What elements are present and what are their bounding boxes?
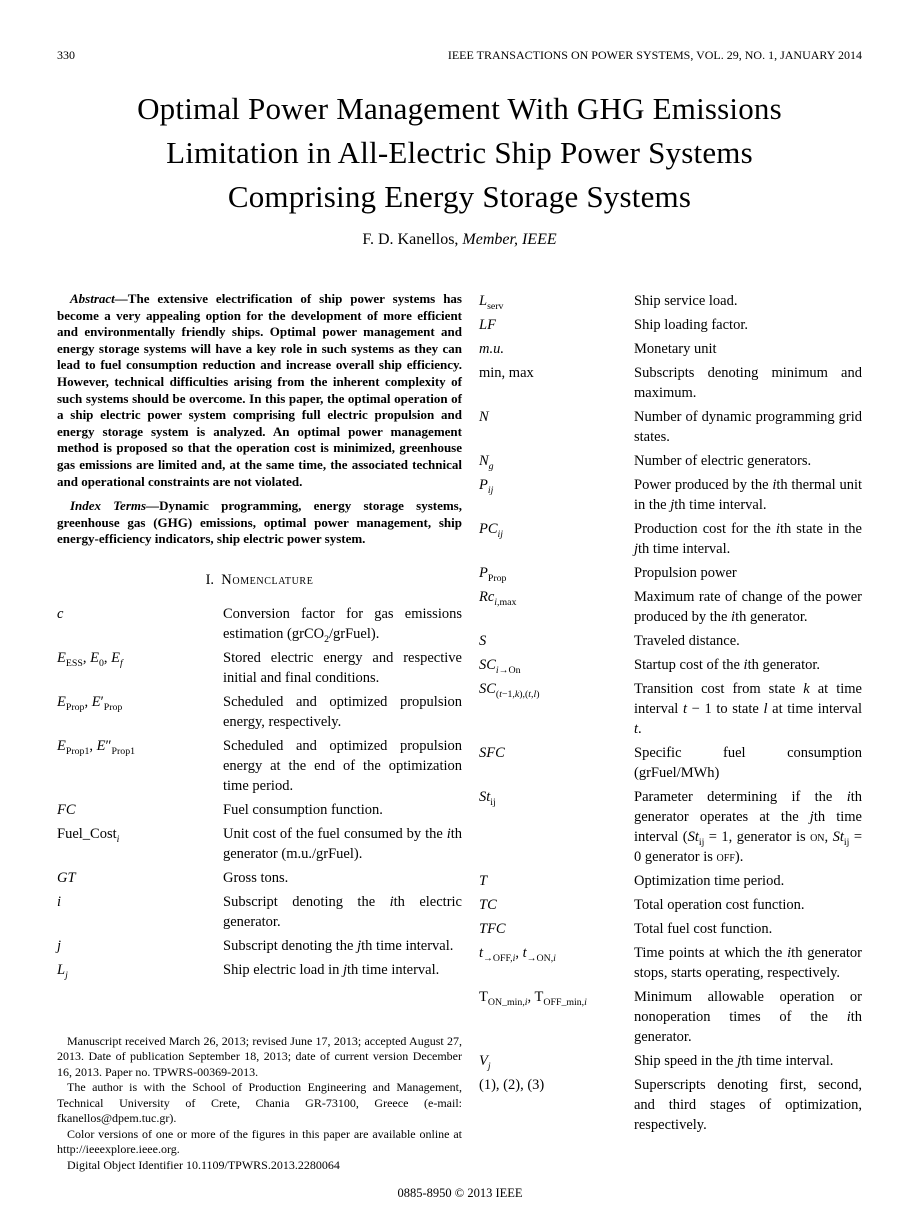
paper-title-line-3: Comprising Energy Storage Systems	[227, 179, 692, 214]
nomenclature-entry	[479, 1075, 862, 1135]
nomenclature-entry	[57, 736, 462, 796]
nomenclature-definition: Ship service load.	[634, 293, 738, 309]
nomenclature-term: $St_{ij}$	[479, 789, 496, 808]
journal-title: IEEE TRANSACTIONS ON POWER SYSTEMS, VOL. 29, NO. 1, JANUARY 2014	[447, 48, 862, 62]
nomenclature-definition: Traveled distance.	[634, 633, 740, 649]
nomenclature-entry	[479, 451, 862, 471]
nomenclature-term: $L_j$	[57, 961, 68, 981]
author-line	[57, 231, 862, 249]
nomenclature-definition: Subscript denoting the jth time interval.	[223, 937, 454, 954]
nomenclature-term: (1), (2), (3)	[479, 1077, 545, 1093]
nomenclature-definition: Ship speed in the jth time interval.	[634, 1053, 834, 1069]
nomenclature-term: $V_j$	[479, 1053, 491, 1072]
nomenclature-term: j	[57, 937, 62, 954]
two-column-body	[57, 291, 862, 1177]
paper-title-line-1: Optimal Power Management With GHG Emissions	[137, 91, 782, 126]
nomenclature-term: m.u.	[479, 341, 504, 357]
nomenclature-term: LF	[479, 317, 496, 333]
nomenclature-definition: Maximum rate of change of the power produced by the ith generator.	[634, 589, 862, 625]
footnote-paragraph: The author is with the School of Production Engineering and Management, Technical University of Crete, Chania GR-73100, Greece (e-mail: fkanellos@dpem.tuc.gr).	[57, 1080, 462, 1125]
nomenclature-entry	[57, 692, 462, 732]
nomenclature-definition: Number of electric generators.	[634, 453, 812, 469]
nomenclature-definition: Number of dynamic programming grid states.	[634, 409, 862, 445]
nomenclature-definition: Ship electric load in jth time interval.	[223, 961, 440, 978]
paper-title	[57, 87, 862, 219]
nomenclature-term: FC	[57, 801, 76, 818]
nomenclature-entry	[479, 871, 862, 891]
abstract-label: Abstract—	[70, 291, 128, 306]
nomenclature-entry	[479, 987, 862, 1047]
nomenclature-definition: Parameter determining if the ith generator operates at the jth time interval ($St_{ij} = 1$, generator is on, $St_{ij} = 0$ generator is off).	[634, 789, 863, 865]
nomenclature-entry	[479, 1051, 862, 1071]
nomenclature-definition: Subscripts denoting minimum and maximum.	[634, 365, 862, 401]
nomenclature-entry	[57, 824, 462, 864]
nomenclature-definition: Scheduled and optimized propulsion energy at the end of the optimization time period.	[223, 737, 462, 794]
nomenclature-term: $E_{Prop}$, $E'_{Prop}$	[57, 693, 123, 713]
nomenclature-definition: Gross tons.	[223, 869, 289, 886]
nomenclature-definition: Subscript denoting the ith electric generator.	[223, 893, 462, 930]
nomenclature-term: $PC_{ij}$	[479, 521, 504, 540]
nomenclature-term: min, max	[479, 365, 534, 381]
nomenclature-definition: Monetary unit	[634, 341, 717, 357]
nomenclature-entry	[57, 960, 462, 980]
nomenclature-entry	[479, 363, 862, 403]
nomenclature-entry	[479, 679, 862, 739]
nomenclature-term: Fuel_Cost$_i$	[57, 825, 120, 845]
nomenclature-term: GT	[57, 869, 76, 886]
nomenclature-definition: Minimum allowable operation or nonoperation times of the ith generator.	[634, 989, 862, 1045]
nomenclature-term: N	[479, 409, 489, 425]
nomenclature-entry	[479, 475, 862, 515]
footnote-paragraph: Color versions of one or more of the figures in this paper are available online at http://ieeexplore.ieee.org.	[57, 1126, 462, 1156]
footnotes	[57, 1034, 462, 1178]
nomenclature-definition: Time points at which the ith generator stops, starts operating, respectively.	[634, 945, 862, 981]
nomenclature-term: $L_{serv}$	[479, 293, 504, 312]
author-name: F. D. Kanellos,	[362, 231, 459, 248]
nomenclature-definition: Startup cost of the ith generator.	[634, 657, 821, 673]
nomenclature-term: $Rc_{i,max}$	[479, 589, 517, 608]
section-heading	[57, 572, 462, 589]
nomenclature-term: $SC_{(t-1,k),(t,l)}$	[479, 681, 540, 700]
nomenclature-definition: Transition cost from state k at time interval t − 1 to state l at time interval t.	[634, 681, 862, 737]
issn-copyright-line: 0885-8950 © 2013 IEEE	[397, 1186, 523, 1200]
nomenclature-entry	[479, 315, 862, 335]
nomenclature-term: $E_{ESS}$, $E_0$, $E_f$	[57, 649, 123, 669]
right-column	[479, 291, 862, 1177]
nomenclature-term: TC	[479, 897, 497, 913]
nomenclature-definition: Superscripts denoting first, second, and third stages of optimization, respectively.	[634, 1077, 862, 1133]
nomenclature-term: $P_{ij}$	[479, 477, 494, 496]
paper-title-line-2: Limitation in All-Electric Ship Power Systems	[166, 135, 753, 170]
nomenclature-entry	[479, 943, 862, 983]
nomenclature-definition: Optimization time period.	[634, 873, 785, 889]
nomenclature-definition: Scheduled and optimized propulsion energy, respectively.	[223, 693, 462, 730]
nomenclature-term: $N_g$	[479, 453, 494, 472]
nomenclature-definition: Power produced by the ith thermal unit in the jth time interval.	[634, 477, 863, 513]
nomenclature-term: S	[479, 633, 487, 649]
nomenclature-term: $P_{Prop}$	[479, 565, 507, 584]
nomenclature-definition: Unit cost of the fuel consumed by the ith generator (m.u./grFuel).	[223, 825, 462, 862]
footnote-paragraph: Manuscript received March 26, 2013; revised June 17, 2013; accepted August 27, 2013. Date of publication September 18, 2013; date of current version December 16, 2013. Paper no. TPWRS-00369-2013.	[57, 1033, 462, 1079]
index-terms-label: Index Terms—	[70, 498, 160, 514]
nomenclature-entry	[479, 655, 862, 675]
nomenclature-entry	[479, 291, 862, 311]
nomenclature-definition: Total operation cost function.	[634, 897, 805, 913]
nomenclature-entry	[57, 868, 462, 888]
section-title: Nomenclature	[221, 571, 314, 588]
nomenclature-term: $T_{ON\_min,i}$, $T_{OFF\_min,i}$	[479, 989, 587, 1008]
nomenclature-term: T	[479, 873, 488, 889]
nomenclature-definition: Total fuel cost function.	[634, 921, 773, 937]
nomenclature-term: $t_{\to OFF,i}$, $t_{\to ON,i}$	[479, 945, 556, 964]
nomenclature-definition: Stored electric energy and respective initial and final conditions.	[223, 649, 462, 686]
nomenclature-term: c	[57, 605, 64, 622]
left-column	[57, 291, 462, 1177]
nomenclature-definition: Ship loading factor.	[634, 317, 748, 333]
nomenclature-entry	[57, 892, 462, 932]
nomenclature-entry	[479, 743, 862, 783]
nomenclature-list-right	[479, 291, 862, 1135]
nomenclature-entry	[479, 895, 862, 915]
abstract	[57, 291, 462, 490]
nomenclature-entry	[479, 563, 862, 583]
nomenclature-term: i	[57, 893, 62, 910]
nomenclature-term: $E_{Prop1}$, $E''_{Prop1}$	[57, 737, 136, 757]
nomenclature-entry	[57, 604, 462, 644]
section-number: I.	[205, 571, 215, 588]
nomenclature-entry	[479, 339, 862, 359]
page-number: 330	[57, 48, 75, 62]
nomenclature-definition: Conversion factor for gas emissions estimation (grCO$_2$/grFuel).	[223, 605, 462, 645]
nomenclature-list-left	[57, 604, 462, 984]
footnote-paragraph: Digital Object Identifier 10.1109/TPWRS.2013.2280064	[67, 1157, 340, 1172]
nomenclature-entry	[479, 787, 862, 867]
nomenclature-entry	[479, 919, 862, 939]
nomenclature-term: $SC_{i\to On}$	[479, 657, 521, 676]
nomenclature-definition: Production cost for the ith state in the jth time interval.	[634, 521, 862, 557]
nomenclature-entry	[57, 800, 462, 820]
nomenclature-definition: Propulsion power	[634, 565, 737, 581]
nomenclature-entry	[479, 519, 862, 559]
nomenclature-term: TFC	[479, 921, 506, 937]
nomenclature-entry	[479, 631, 862, 651]
author-membership: Member, IEEE	[458, 231, 557, 248]
abstract-text: The extensive electrification of ship power systems has become a very appealing option for the development of more efficient and environmentally friendly ships. Optimal power management and energy storage systems will have a key role in such systems as they can lead to fuel consumption reduction and increase overall ship efficiency. However, technical difficulties arising from the inherent complexity of such systems should be overcome. In this paper, the optimal operation of a ship electric power system comprising full electric propulsion and energy storage system is analyzed. An optimal power management method is proposed so that the operation cost is minimized, greenhouse gas emissions are limited and, at the same time, the associated technical and operational constraints are not violated.	[57, 291, 462, 489]
nomenclature-definition: Fuel consumption function.	[223, 801, 383, 818]
running-header	[57, 48, 862, 63]
index-terms	[57, 498, 462, 548]
nomenclature-entry	[57, 648, 462, 688]
index-terms-text: Dynamic programming, energy storage systems, greenhouse gas (GHG) emissions, optimal power management, ship energy-efficiency indicators, ship electric power system.	[57, 498, 462, 547]
nomenclature-entry	[479, 587, 862, 627]
nomenclature-entry	[57, 936, 462, 956]
nomenclature-entry	[479, 407, 862, 447]
nomenclature-term: SFC	[479, 745, 505, 761]
nomenclature-definition: Specific fuel consumption (grFuel/MWh)	[634, 745, 862, 781]
column-gutter	[462, 291, 479, 1177]
